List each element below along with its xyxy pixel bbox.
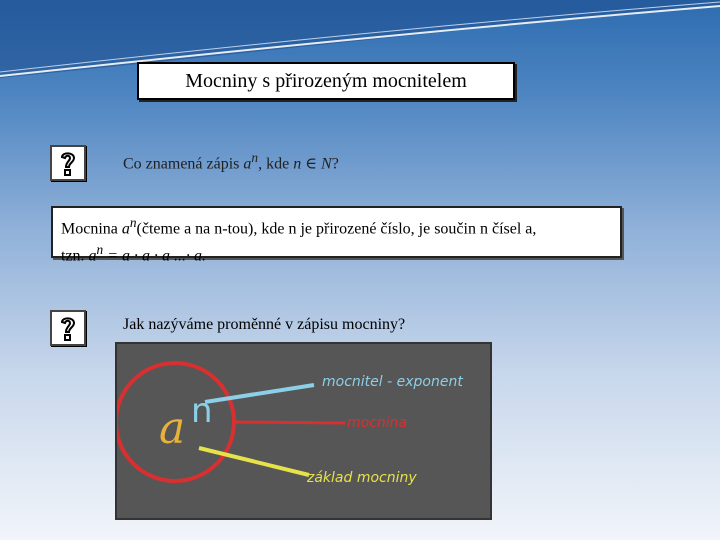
base-pointer	[199, 448, 309, 475]
label-exponent: mocnitel - exponent	[322, 374, 463, 390]
definition-line-2: tzn. $a^n = a \cdot a \cdot a$ ...· a.	[61, 242, 207, 265]
definition-box	[51, 206, 622, 265]
question-variable-names: Jak nazýváme proměnné v zápisu mocniny?	[123, 316, 406, 333]
label-base: základ mocniny	[307, 470, 417, 486]
power-diagram	[115, 342, 492, 520]
question-mark-icon	[50, 145, 86, 181]
label-power: mocnina	[347, 415, 408, 431]
question-mark-icon	[50, 310, 86, 346]
question-what-power-means: Co znamená zápis $a^n$, kde n ∈ N?	[123, 150, 339, 173]
power-pointer	[234, 422, 345, 423]
definition-line-1: Mocnina $a^n(čteme$ a na n-tou), kde n je přirozené číslo, je součin n čísel a,	[61, 215, 537, 238]
slide-title: Mocniny s přirozeným mocnitelem	[137, 62, 515, 100]
base-symbol: a	[159, 403, 186, 454]
exponent-symbol: n	[191, 391, 213, 431]
